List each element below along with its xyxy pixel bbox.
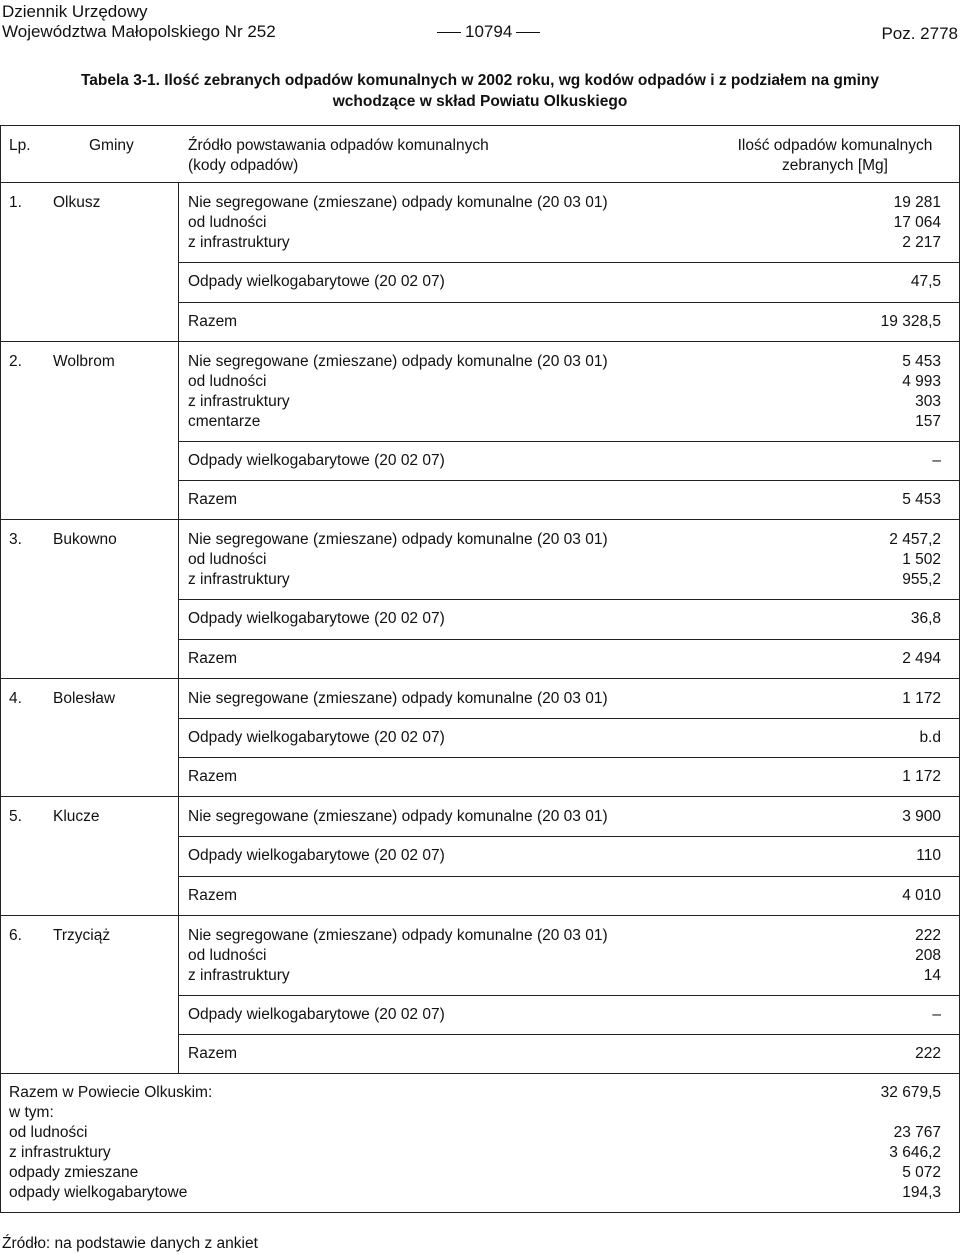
row-bulky-value: – xyxy=(932,451,941,469)
row-separator xyxy=(178,718,959,719)
column-header-amount-line1: Ilość odpadów komunalnych xyxy=(737,137,933,154)
table-title xyxy=(0,70,960,112)
row-sub-label: od ludności xyxy=(188,551,267,568)
row-total-value: 222 xyxy=(915,1045,941,1062)
row-sub-value: 4 993 xyxy=(902,372,941,390)
row-total-label: Razem xyxy=(188,312,238,330)
row-sub-label: od ludności xyxy=(188,946,267,964)
row-mixed-value: 5 453 xyxy=(902,352,941,370)
row-bulky-label: Odpady wielkogabarytowe (20 02 07) xyxy=(188,847,445,864)
row-total-value: 5 453 xyxy=(902,491,941,508)
row-sub-label: od ludności xyxy=(188,214,267,231)
column-header-source xyxy=(188,136,489,176)
row-separator xyxy=(178,639,959,640)
column-header-source-line1: Źródło powstawania odpadów komunalnych xyxy=(188,137,489,154)
section-divider xyxy=(1,915,959,916)
table-title-line1: Tabela 3-1. Ilość zebranych odpadów komunalnych w 2002 roku, wg kodów odpadów i z podziałem na gminy xyxy=(80,72,880,89)
row-bulky-value: b.d xyxy=(919,728,941,746)
row-lp: 1. xyxy=(9,194,22,211)
row-gmina: Wolbrom xyxy=(53,352,115,370)
row-separator xyxy=(178,262,959,263)
section-divider xyxy=(1,678,959,679)
row-bulky-label: Odpady wielkogabarytowe (20 02 07) xyxy=(188,610,445,627)
summary-value: 5 072 xyxy=(902,1164,941,1181)
column-divider xyxy=(178,182,179,1073)
row-sub-value: 1 502 xyxy=(902,551,941,568)
row-separator xyxy=(178,995,959,996)
summary-value: 194,3 xyxy=(902,1184,941,1201)
column-header-gminy: Gminy xyxy=(89,137,134,154)
summary-label: w tym: xyxy=(9,1104,54,1121)
row-mixed-value: 3 900 xyxy=(902,808,941,825)
row-bulky-label: Odpady wielkogabarytowe (20 02 07) xyxy=(188,728,445,746)
row-sub-value: 157 xyxy=(915,412,941,430)
column-header-lp: Lp. xyxy=(9,137,31,154)
row-gmina: Trzyciąż xyxy=(53,926,111,944)
section-divider xyxy=(1,341,959,342)
column-header-amount-line2: zebranych [Mg] xyxy=(782,157,888,174)
dash-right xyxy=(516,32,540,33)
source-note: Źródło: na podstawie danych z ankiet xyxy=(2,1235,258,1252)
row-sub-label: z infrastruktury xyxy=(188,571,290,588)
row-separator xyxy=(178,876,959,877)
row-mixed-label: Nie segregowane (zmieszane) odpady komunalne (20 03 01) xyxy=(188,352,608,370)
row-total-label: Razem xyxy=(188,886,238,904)
publication-name: Dziennik Urzędowy xyxy=(2,2,148,21)
row-bulky-value: – xyxy=(932,1005,941,1023)
row-mixed-value: 1 172 xyxy=(902,689,941,707)
row-total-label: Razem xyxy=(188,768,238,785)
row-mixed-label: Nie segregowane (zmieszane) odpady komunalne (20 03 01) xyxy=(188,689,608,707)
row-separator xyxy=(178,480,959,481)
position-number: Poz. 2778 xyxy=(881,24,958,43)
row-sub-value: 208 xyxy=(915,946,941,964)
section-divider xyxy=(1,1073,959,1074)
table-title-line2: wchodzące w skład Powiatu Olkuskiego xyxy=(332,93,628,110)
section-divider xyxy=(1,796,959,797)
page-number-text: 10794 xyxy=(465,22,513,41)
row-sub-label: z infrastruktury xyxy=(188,392,290,410)
summary-label: odpady wielkogabarytowe xyxy=(9,1184,188,1201)
row-separator xyxy=(178,757,959,758)
row-mixed-value: 2 457,2 xyxy=(889,531,941,548)
row-bulky-value: 110 xyxy=(916,847,941,864)
summary-value: 32 679,5 xyxy=(880,1084,941,1101)
summary-label: odpady zmieszane xyxy=(9,1164,139,1181)
row-gmina: Bukowno xyxy=(53,531,117,548)
row-lp: 2. xyxy=(9,352,22,370)
row-lp: 6. xyxy=(9,926,22,944)
row-separator xyxy=(178,441,959,442)
row-lp: 4. xyxy=(9,689,22,707)
row-mixed-label: Nie segregowane (zmieszane) odpady komunalne (20 03 01) xyxy=(188,531,608,548)
waste-table xyxy=(0,125,960,1213)
dash-left xyxy=(437,32,461,33)
row-sub-value: 17 064 xyxy=(893,214,941,231)
row-gmina: Olkusz xyxy=(53,194,101,211)
row-bulky-label: Odpady wielkogabarytowe (20 02 07) xyxy=(188,451,445,469)
section-divider xyxy=(1,519,959,520)
row-total-value: 1 172 xyxy=(902,768,941,785)
summary-value: 23 767 xyxy=(893,1124,941,1141)
row-total-value: 2 494 xyxy=(902,649,941,667)
row-mixed-label: Nie segregowane (zmieszane) odpady komunalne (20 03 01) xyxy=(188,194,608,211)
row-bulky-label: Odpady wielkogabarytowe (20 02 07) xyxy=(188,273,445,290)
summary-label: od ludności xyxy=(9,1124,88,1141)
row-mixed-value: 19 281 xyxy=(893,194,941,211)
row-bulky-value: 47,5 xyxy=(910,273,941,290)
row-separator xyxy=(178,836,959,837)
page-number xyxy=(433,22,544,42)
row-total-value: 19 328,5 xyxy=(880,312,941,330)
row-gmina: Klucze xyxy=(53,808,100,825)
summary-label: z infrastruktury xyxy=(9,1144,111,1161)
row-sub-value: 955,2 xyxy=(902,571,941,588)
row-separator xyxy=(178,599,959,600)
column-header-amount xyxy=(721,136,949,176)
row-total-label: Razem xyxy=(188,649,238,667)
row-sub-label: cmentarze xyxy=(188,412,261,430)
row-mixed-label: Nie segregowane (zmieszane) odpady komunalne (20 03 01) xyxy=(188,926,608,944)
row-bulky-label: Odpady wielkogabarytowe (20 02 07) xyxy=(188,1005,445,1023)
row-gmina: Bolesław xyxy=(53,689,116,707)
row-lp: 3. xyxy=(9,531,22,548)
row-sub-label: od ludności xyxy=(188,372,267,390)
row-sub-value: 303 xyxy=(915,392,941,410)
row-mixed-value: 222 xyxy=(915,926,941,944)
summary-value: 3 646,2 xyxy=(889,1144,941,1161)
row-bulky-value: 36,8 xyxy=(910,610,941,627)
row-total-value: 4 010 xyxy=(902,886,941,904)
column-header-source-line2: (kody odpadów) xyxy=(188,157,299,174)
row-lp: 5. xyxy=(9,808,22,825)
row-sub-value: 2 217 xyxy=(902,234,941,251)
row-total-label: Razem xyxy=(188,1045,238,1062)
row-separator xyxy=(178,302,959,303)
header-divider xyxy=(1,182,959,183)
row-separator xyxy=(178,1034,959,1035)
publication-issue: Województwa Małopolskiego Nr 252 xyxy=(2,22,276,41)
row-sub-label: z infrastruktury xyxy=(188,234,290,251)
summary-label: Razem w Powiecie Olkuskim: xyxy=(9,1084,213,1101)
row-total-label: Razem xyxy=(188,491,238,508)
row-sub-value: 14 xyxy=(923,966,941,984)
row-mixed-label: Nie segregowane (zmieszane) odpady komunalne (20 03 01) xyxy=(188,808,608,825)
row-sub-label: z infrastruktury xyxy=(188,966,290,984)
